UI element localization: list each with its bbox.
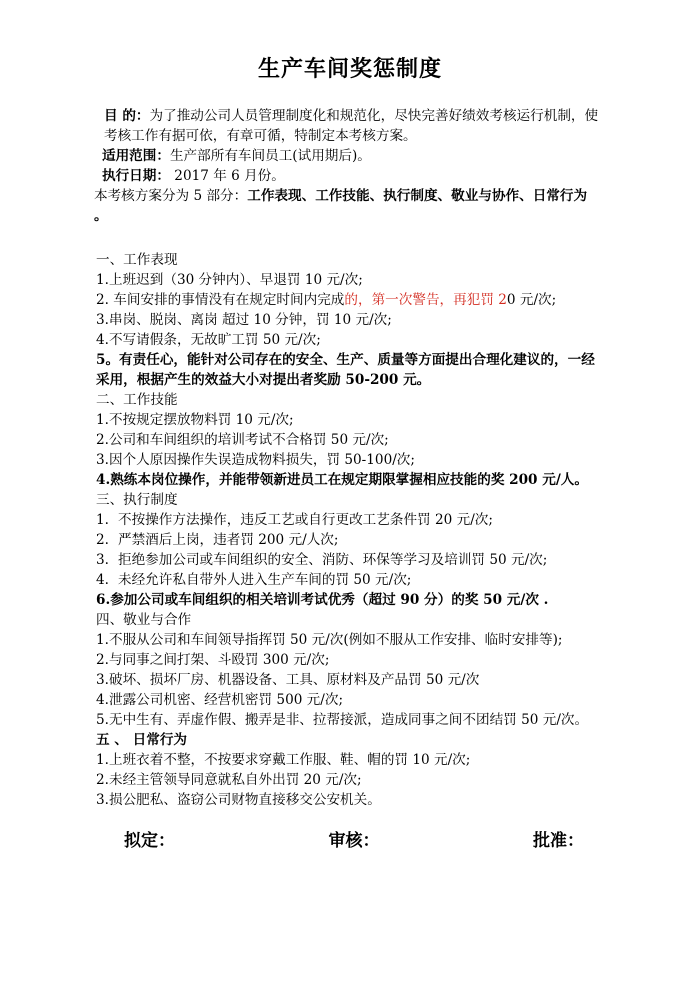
section-heading: 三、执行制度 [96,492,178,508]
late-task-tail: 0 元/次; [506,292,557,308]
date-paragraph [102,166,604,186]
drafted-by-label: 拟定： [124,831,175,851]
item-number: 3. [96,552,109,568]
parts-text: 本考核方案分为 5 部分： [94,188,248,204]
list-item: 4.泄露公司机密、经营机密罚 500 元/次; [96,692,344,708]
list-item: 2.与同事之间打架、斗殴罚 300 元/次; [96,652,330,668]
list-item: 4.不写请假条，无故旷工罚 50 元/次; [96,332,321,348]
reviewed-by-label: 审核： [328,831,380,851]
section-heading: 二、工作技能 [96,392,178,408]
list-item: 3.因个人原因操作失误造成物料损失，罚 50-100/次; [96,452,415,468]
item-text: 未经允许私自带外人进入生产车间的罚 50 元/次; [118,572,412,588]
item-text: 不按操作方法操作，违反工艺或自行更改工艺条件罚 20 元/次; [118,512,493,528]
date-label: 执行日期： [102,168,170,184]
list-item: 2.未经主管领导同意就私自外出罚 20 元/次; [96,772,362,788]
parts-paragraph [94,186,604,226]
document-title: 生产车间奖惩制度 [257,57,442,82]
list-item-late-task [96,290,604,310]
list-item: 1.上班迟到（30 分钟内）、早退罚 10 元/次; [96,272,363,288]
reward-item: 5。有责任心，能针对公司存在的安全、生产、质量等方面提出合理化建议的，一经采用，根据产生的效益大小对提出者奖励 50-200 元。 [96,352,595,388]
list-item: 3.破坏、损坏厂房、机器设备、工具、原材料及产品罚 50 元/次 [96,672,480,688]
scope-paragraph [102,146,604,166]
section-execution-rules [96,490,604,610]
list-item [96,530,604,550]
section-dedication-cooperation [96,610,604,730]
item-text: 严禁酒后上岗，违者罚 200 元/人次; [118,532,339,548]
list-item [96,570,604,590]
parts-list: 工作表现、工作技能、执行制度、敬业与协作、日常行为 。 [94,188,588,224]
item-number: 4. [96,572,109,588]
section-heading: 四、敬业与合作 [96,612,192,628]
item-text: 拒绝参加公司或车间组织的安全、消防、环保等学习及培训罚 50 元/次; [118,552,548,568]
document-body [94,106,604,810]
list-item: 1.上班衣着不整，不按要求穿戴工作服、鞋、帽的罚 10 元/次; [96,752,471,768]
list-item: 1.不按规定摆放物料罚 10 元/次; [96,412,294,428]
list-item: 3.损公肥私、盗窃公司财物直接移交公安机关。 [96,792,381,808]
section-work-performance [96,250,604,390]
list-item [96,550,604,570]
date-text: 2017 年 6 月份。 [169,168,285,184]
reward-item: 4.熟练本岗位操作，并能带领新进员工在规定期限掌握相应技能的奖 200 元/人。 [96,472,588,488]
section-daily-behavior [96,730,604,810]
section-heading: 一、工作表现 [96,252,178,268]
list-item: 1.不服从公司和车间领导指挥罚 50 元/次(例如不服从工作安排、临时安排等); [96,632,563,648]
list-item: 5.无中生有、弄虚作假、搬弄是非、拉帮接派，造成同事之间不团结罚 50 元/次。 [96,712,589,728]
list-item: 2.公司和车间组织的培训考试不合格罚 50 元/次; [96,432,389,448]
section-heading: 五 、 日常行为 [96,732,188,748]
list-item: 3.串岗、脱岗、离岗 超过 10 分钟，罚 10 元/次; [96,312,392,328]
section-work-skills [96,390,604,490]
late-task-text: 2. 车间安排的事情没有在规定时间内完成 [96,292,345,308]
signature-row [124,826,584,851]
item-number: 1. [96,512,109,528]
list-item [96,510,604,530]
item-number: 2. [96,532,109,548]
late-task-penalty-highlight: 的，第一次警告，再犯罚 2 [344,292,507,308]
purpose-label: 目 的： [104,108,150,124]
scope-label: 适用范围： [102,148,170,164]
purpose-paragraph [104,106,604,146]
scope-text: 生产部所有车间员工(试用期后)。 [169,148,371,164]
reward-item: 6.参加公司或车间组织的相关培训考试优秀（超过 90 分）的奖 50 元/次 . [96,592,549,608]
approved-by-label: 批准： [533,831,584,851]
purpose-text: 为了推动公司人员管理制度化和规范化，尽快完善好绩效考核运行机制，使考核工作有据可依，有章可循，特制定本考核方案。 [104,108,599,144]
